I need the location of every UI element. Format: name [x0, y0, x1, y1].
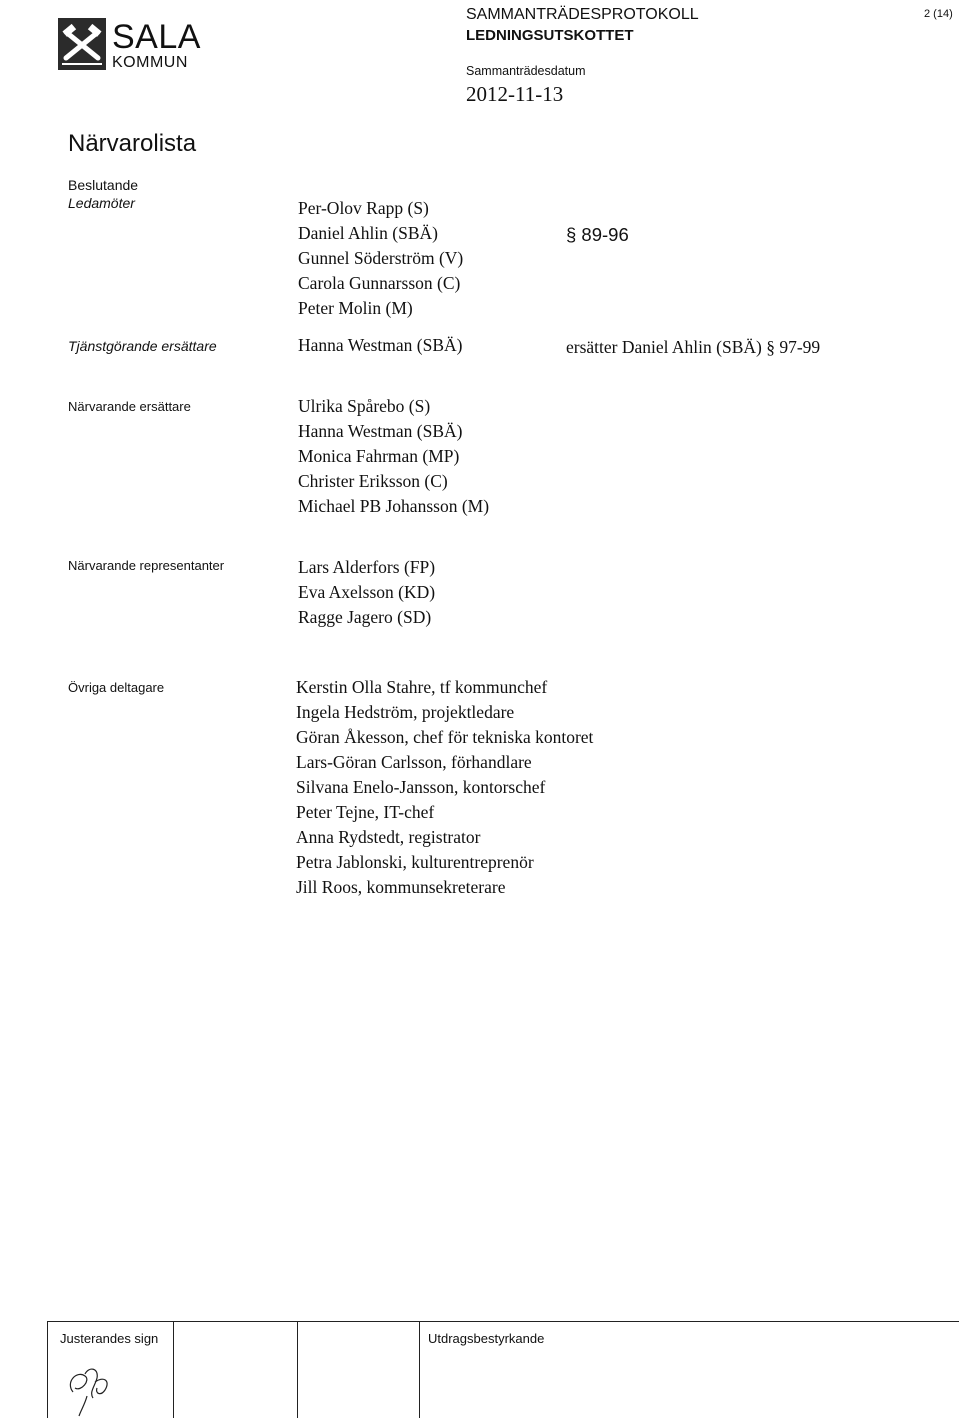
logo-wordmark	[112, 20, 201, 72]
list-item: Christer Eriksson (C)	[298, 471, 448, 491]
table-divider	[297, 1322, 298, 1418]
document-type: SAMMANTRÄDESPROTOKOLL	[466, 6, 699, 23]
ovriga-label: Övriga deltagare	[68, 680, 165, 695]
list-item: Hanna Westman (SBÄ)	[298, 421, 463, 441]
narvarande-ersattare-label: Närvarande ersättare	[68, 399, 191, 414]
narvarande-ersattare-list	[298, 394, 489, 519]
tjanstgorande-label: Tjänstgörande ersättare	[68, 338, 217, 354]
list-item: Jill Roos, kommunsekreterare	[296, 877, 506, 897]
beslutande-heading: Beslutande	[68, 177, 139, 193]
list-item: Peter Molin (M)	[298, 298, 413, 318]
page-title: Närvarolista	[68, 130, 197, 157]
list-item: Ingela Hedström, projektledare	[296, 702, 515, 722]
meeting-date: 2012-11-13	[466, 82, 564, 106]
list-item: Anna Rydstedt, registrator	[296, 827, 481, 847]
logo-name: SALA	[112, 18, 201, 56]
list-item: Michael PB Johansson (M)	[298, 496, 490, 516]
page-number: 2 (14)	[924, 8, 953, 20]
list-item: Petra Jablonski, kulturentreprenör	[296, 852, 534, 872]
justerandes-sign-label: Justerandes sign	[60, 1331, 159, 1346]
ovriga-list	[296, 675, 593, 900]
signature-table	[47, 1321, 959, 1418]
ledamoter-list	[298, 196, 463, 321]
tjanstgorande-note: ersätter Daniel Ahlin (SBÄ) § 97-99	[566, 337, 821, 357]
representanter-label: Närvarande representanter	[68, 558, 225, 573]
logo-subtitle: KOMMUN	[112, 54, 188, 71]
ledamoter-label: Ledamöter	[68, 195, 135, 211]
table-divider	[173, 1322, 174, 1418]
date-label: Sammanträdesdatum	[466, 64, 586, 78]
list-item: Silvana Enelo-Jansson, kontorschef	[296, 777, 546, 797]
list-item: Peter Tejne, IT-chef	[296, 802, 435, 822]
municipality-crest-icon	[58, 18, 106, 70]
list-item: Monica Fahrman (MP)	[298, 446, 460, 466]
list-item: Daniel Ahlin (SBÄ)	[298, 223, 438, 243]
list-item: Lars Alderfors (FP)	[298, 557, 436, 577]
list-item: Ragge Jagero (SD)	[298, 607, 432, 627]
list-item: Per-Olov Rapp (S)	[298, 198, 429, 218]
representanter-list	[298, 555, 435, 630]
utdragsbestyrkande-label: Utdragsbestyrkande	[428, 1331, 545, 1346]
handwritten-signature	[59, 1352, 139, 1418]
table-divider	[47, 1322, 48, 1418]
list-item: Göran Åkesson, chef för tekniska kontoret	[296, 727, 594, 747]
table-divider	[419, 1322, 420, 1418]
list-item: Lars-Göran Carlsson, förhandlare	[296, 752, 532, 772]
committee-name: LEDNINGSUTSKOTTET	[466, 27, 634, 44]
list-item: Gunnel Söderström (V)	[298, 248, 464, 268]
list-item: Ulrika Spårebo (S)	[298, 396, 431, 416]
paragraph-range: § 89-96	[566, 224, 629, 245]
list-item: Kerstin Olla Stahre, tf kommunchef	[296, 677, 548, 697]
list-item: Carola Gunnarsson (C)	[298, 273, 461, 293]
list-item: Eva Axelsson (KD)	[298, 582, 436, 602]
tjanstgorande-name: Hanna Westman (SBÄ)	[298, 335, 463, 355]
